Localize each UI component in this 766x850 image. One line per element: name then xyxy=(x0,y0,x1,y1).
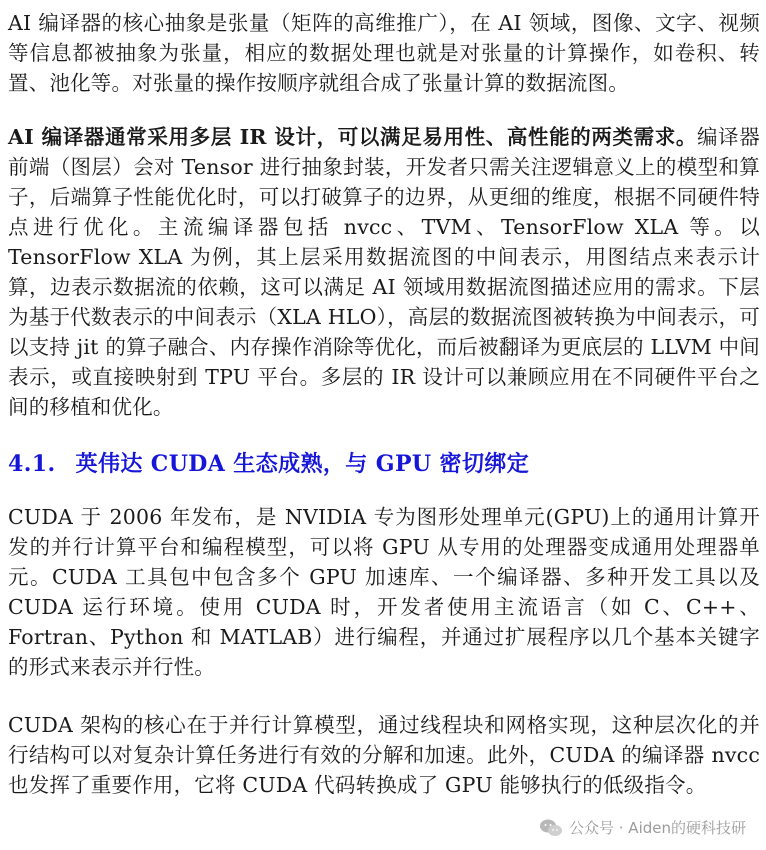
watermark-text: 公众号 · Aiden的硬科技研 xyxy=(569,819,746,837)
paragraph-multilayer-ir xyxy=(8,122,760,422)
section-heading xyxy=(8,448,760,480)
section-title: 英伟达 CUDA 生态成熟，与 GPU 密切绑定 xyxy=(75,451,530,477)
paragraph-lead-sentence: AI 编译器通常采用多层 IR 设计，可以满足易用性、高性能的两类需求。 xyxy=(8,125,698,149)
wechat-icon xyxy=(539,818,563,838)
watermark xyxy=(535,817,746,838)
paragraph-body-text: 编译器前端（图层）会对 Tensor 进行抽象封装，开发者只需关注逻辑意义上的模型和算子，后端算子性能优化时，可以打破算子的边界，从更细的维度，根据不同硬件特点进行优化。主流编译器包括 nvcc、TVM、TensorFlow XLA 等。以 TensorFlow XLA 为例，其上层采用数据流图的中间表示，用图结点来表示计算，边表示数据流的依赖，这可以满足 AI 领域用数据流图描述应用的需求。下层为基于代数表示的中间表示（XLA HLO），高层的数据流图被转换为中间表示，可以支持 jit 的算子融合、内存操作消除等优化，而后被翻译为更底层的 LLVM 中间表示，或直接映射到 TPU 平台。多层的 IR 设计可以兼顾应用在不同硬件平台之间的移植和优化。 xyxy=(8,125,760,419)
paragraph-cuda-architecture: CUDA 架构的核心在于并行计算模型，通过线程块和网格实现，这种层次化的并行结构可以对复杂计算任务进行有效的分解和加速。此外，CUDA 的编译器 nvcc 也发挥了重要作用，它将 CUDA 代码转换成了 GPU 能够执行的低级指令。 xyxy=(8,713,760,797)
section-number: 4.1. xyxy=(8,451,56,477)
paragraph-tensor-abstraction: AI 编译器的核心抽象是张量（矩阵的高维推广），在 AI 领域，图像、文字、视频等信息都被抽象为张量，相应的数据处理也就是对张量的计算操作，如卷积、转置、池化等。对张量的操作按顺序就组合成了张量计算的数据流图。 xyxy=(8,11,760,95)
paragraph-cuda-intro: CUDA 于 2006 年发布，是 NVIDIA 专为图形处理单元(GPU)上的通用计算开发的并行计算平台和编程模型，可以将 GPU 从专用的处理器变成通用处理器单元。CUDA 工具包中包含多个 GPU 加速库、一个编译器、多种开发工具以及 CUDA 运行环境。使用 CUDA 时，开发者使用主流语言（如 C、C++、Fortran、Python 和 MATLAB）进行编程，并通过扩展程序以几个基本关键字的形式来表示并行性。 xyxy=(8,505,760,679)
